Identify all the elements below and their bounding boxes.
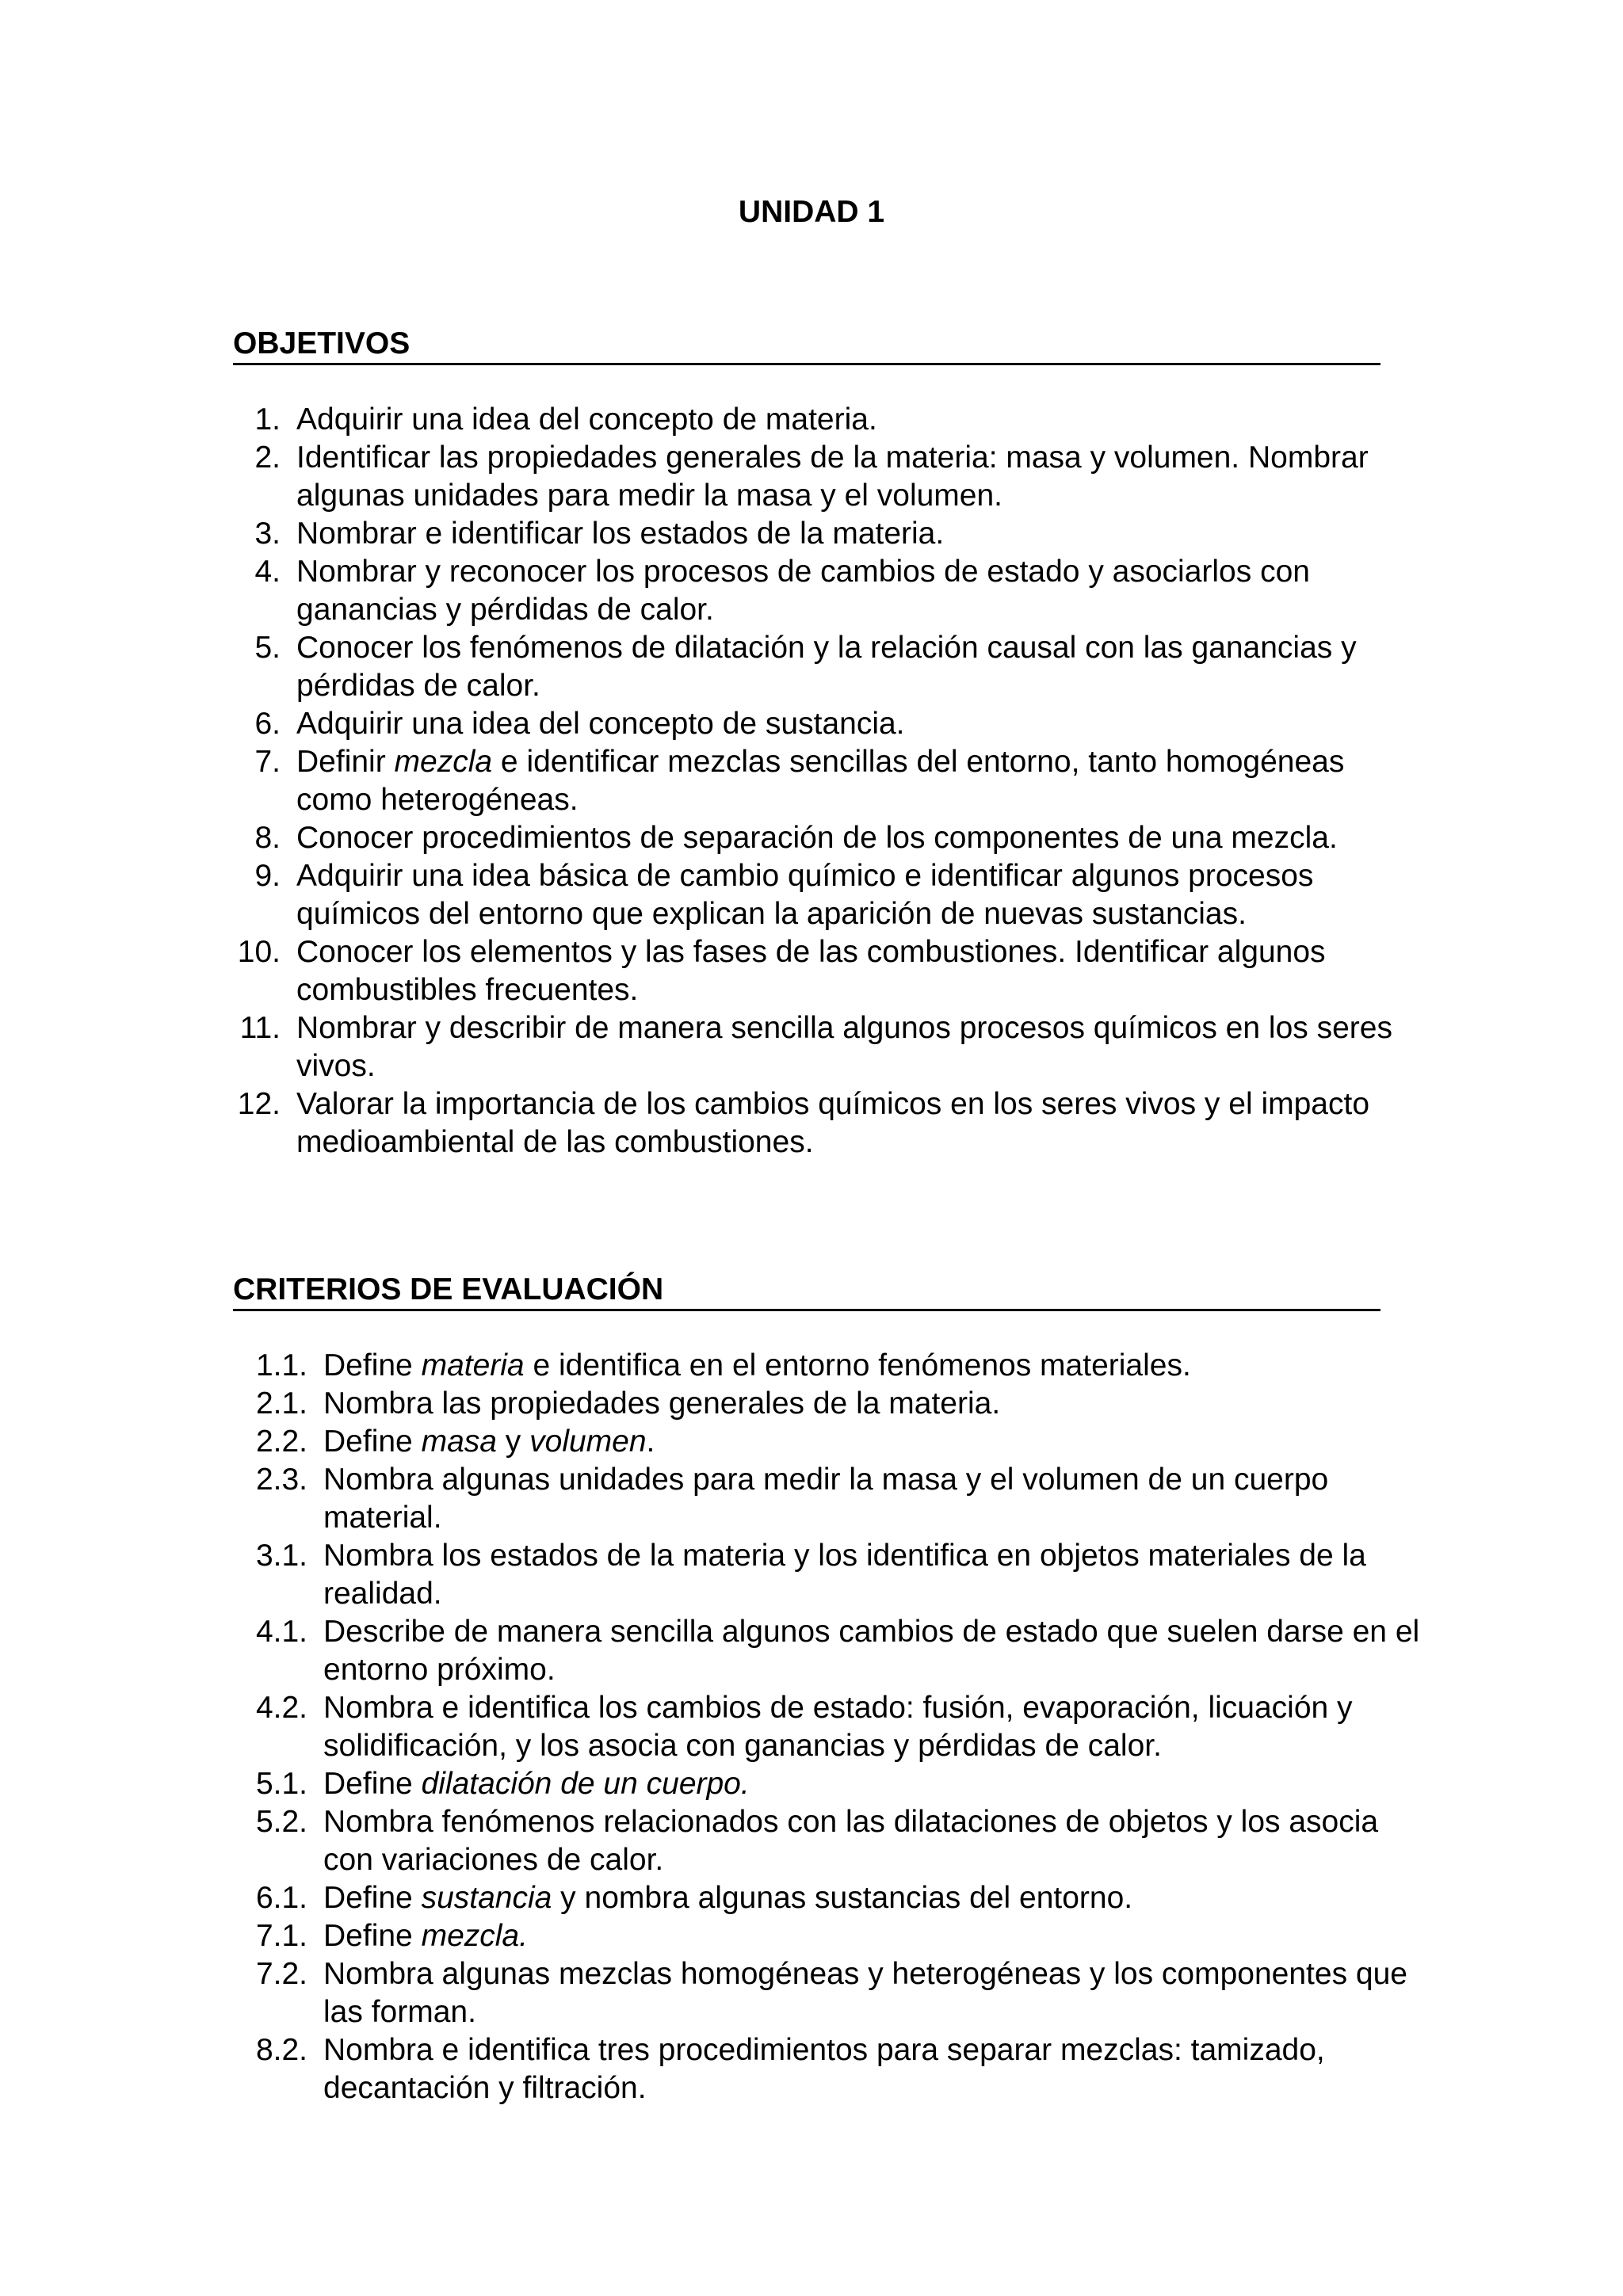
- objectives-heading: [233, 325, 1381, 365]
- item-text-segment: Nombrar e identificar los estados de la materia.: [296, 517, 945, 551]
- item-text: [323, 1463, 1328, 1535]
- item-text-segment: Adquirir una idea del concepto de sustancia.: [296, 707, 905, 741]
- item-text-segment: Conocer los elementos y las fases de las combustiones. Identificar algunos combustibles frecuentes.: [296, 935, 1326, 1007]
- item-text-italic: materia: [421, 1348, 525, 1383]
- item-text: [296, 1011, 1392, 1083]
- criterion-item: [0, 1917, 1433, 1955]
- item-text-segment: Nombra e identifica tres procedimientos para separar mezclas: tamizado, decantación y filtración.: [323, 2033, 1325, 2105]
- item-text: [323, 1767, 750, 1801]
- item-text-segment: Define: [323, 1919, 422, 1953]
- item-text: [296, 517, 944, 551]
- item-number: 5.: [254, 631, 281, 665]
- criterion-item: [0, 1955, 1433, 2031]
- item-number: 3.: [254, 517, 281, 551]
- item-text: [296, 745, 1344, 817]
- objective-item: [0, 933, 1422, 1009]
- item-text-italic: mezcla.: [421, 1919, 528, 1953]
- item-text-segment: y nombra algunas sustancias del entorno.: [552, 1881, 1133, 1915]
- item-number: 8.: [254, 821, 281, 855]
- objective-item: [0, 401, 1422, 439]
- criterion-item: [0, 2031, 1433, 2107]
- item-number: 5.2.: [255, 1805, 307, 1839]
- item-number: 2.3.: [255, 1463, 307, 1497]
- objectives-heading-text: OBJETIVOS: [233, 326, 411, 360]
- item-text-italic: mezcla: [394, 745, 493, 779]
- item-text-segment: Define: [323, 1767, 422, 1801]
- objective-item: [0, 515, 1422, 553]
- item-text-segment: Nombra las propiedades generales de la materia.: [323, 1386, 1001, 1421]
- item-text-segment: Nombrar y describir de manera sencilla algunos procesos químicos en los seres vivos.: [296, 1011, 1392, 1083]
- item-text: [323, 1539, 1366, 1611]
- item-number: 3.1.: [255, 1539, 307, 1573]
- item-number: 6.: [254, 707, 281, 741]
- criterion-item: [0, 1613, 1433, 1689]
- item-number: 8.2.: [255, 2033, 307, 2067]
- item-number: 12.: [237, 1087, 281, 1121]
- objective-item: [0, 857, 1422, 933]
- objectives-list: [0, 401, 1623, 1161]
- item-text-segment: Adquirir una idea del concepto de materia.: [296, 402, 877, 437]
- criterion-item: [0, 1347, 1433, 1385]
- item-text-segment: Nombra los estados de la materia y los identifica en objetos materiales de la realidad.: [323, 1539, 1366, 1611]
- criterion-item: [0, 1537, 1433, 1613]
- criterion-item: [0, 1385, 1433, 1423]
- item-text-segment: e identifica en el entorno fenómenos materiales.: [524, 1348, 1191, 1383]
- objective-item: [0, 743, 1422, 819]
- objective-item: [0, 705, 1422, 743]
- item-text: [296, 821, 1338, 855]
- item-text-segment: Nombra algunas unidades para medir la masa y el volumen de un cuerpo material.: [323, 1463, 1329, 1535]
- item-text-segment: Nombra algunas mezclas homogéneas y heterogéneas y los componentes que las forman.: [323, 1957, 1407, 2029]
- criteria-list: [0, 1347, 1623, 2107]
- item-number: 5.1.: [255, 1767, 307, 1801]
- item-text-segment: Define: [323, 1881, 422, 1915]
- item-number: 7.2.: [255, 1957, 307, 1991]
- item-text: [296, 555, 1310, 627]
- item-text: [323, 1386, 1000, 1421]
- item-number: 10.: [237, 935, 281, 969]
- criteria-heading: [233, 1271, 1381, 1311]
- item-number: 1.: [254, 402, 281, 437]
- item-text-segment: y: [496, 1425, 530, 1459]
- item-text: [323, 1425, 655, 1459]
- item-text-italic: dilatación de un cuerpo.: [421, 1767, 750, 1801]
- item-text: [323, 1348, 1191, 1383]
- item-text-segment: Identificar las propiedades generales de la materia: masa y volumen. Nombrar algunas unidades para medir la masa y el volumen.: [296, 441, 1369, 513]
- objective-item: [0, 819, 1422, 857]
- criterion-item: [0, 1803, 1433, 1879]
- item-text: [323, 1691, 1353, 1763]
- item-text: [323, 1805, 1378, 1877]
- unit-title: UNIDAD 1: [738, 195, 885, 229]
- item-text-segment: Nombra fenómenos relacionados con las dilataciones de objetos y los asocia con variaciones de calor.: [323, 1805, 1379, 1877]
- item-text-italic: volumen: [529, 1425, 647, 1459]
- objective-item: [0, 553, 1422, 629]
- item-text-segment: Definir: [296, 745, 395, 779]
- item-text-segment: Nombrar y reconocer los procesos de cambios de estado y asociarlos con ganancias y pérdidas de calor.: [296, 555, 1310, 627]
- item-number: 2.2.: [255, 1425, 307, 1459]
- item-number: 4.2.: [255, 1691, 307, 1725]
- item-text-segment: Conocer procedimientos de separación de los componentes de una mezcla.: [296, 821, 1338, 855]
- item-text-segment: Describe de manera sencilla algunos cambios de estado que suelen darse en el entorno próximo.: [323, 1615, 1420, 1687]
- item-text: [323, 2033, 1325, 2105]
- item-number: 2.1.: [255, 1386, 307, 1421]
- item-text-segment: e identificar mezclas sencillas del entorno, tanto homogéneas como heterogéneas.: [296, 745, 1345, 817]
- item-number: 1.1.: [255, 1348, 307, 1383]
- item-text: [296, 707, 905, 741]
- item-text: [296, 1087, 1369, 1159]
- item-text: [323, 1615, 1419, 1687]
- item-number: 9.: [254, 859, 281, 893]
- item-number: 11.: [239, 1011, 281, 1045]
- criterion-item: [0, 1879, 1433, 1917]
- criteria-heading-text: CRITERIOS DE EVALUACIÓN: [233, 1272, 664, 1306]
- item-number: 7.: [254, 745, 281, 779]
- item-text-italic: masa: [421, 1425, 497, 1459]
- objective-item: [0, 439, 1422, 515]
- item-number: 4.1.: [255, 1615, 307, 1649]
- item-text-segment: Conocer los fenómenos de dilatación y la relación causal con las ganancias y pérdidas de calor.: [296, 631, 1357, 703]
- objective-item: [0, 1085, 1422, 1161]
- item-number: 7.1.: [255, 1919, 307, 1953]
- objective-item: [0, 629, 1422, 705]
- item-text: [296, 402, 877, 437]
- item-text: [296, 441, 1369, 513]
- criterion-item: [0, 1461, 1433, 1537]
- item-text-segment: Valorar la importancia de los cambios químicos en los seres vivos y el impacto medioambiental de las combustiones.: [296, 1087, 1370, 1159]
- item-text-segment: .: [646, 1425, 655, 1459]
- item-text-italic: sustancia: [421, 1881, 552, 1915]
- item-text: [323, 1881, 1132, 1915]
- criterion-item: [0, 1689, 1433, 1765]
- item-text-segment: Adquirir una idea básica de cambio químico e identificar algunos procesos químicos del entorno que explican la aparición de nuevas sustancias.: [296, 859, 1314, 931]
- item-text: [296, 859, 1313, 931]
- item-text: [296, 935, 1326, 1007]
- item-number: 4.: [254, 555, 281, 589]
- item-number: 6.1.: [255, 1881, 307, 1915]
- item-text-segment: Define: [323, 1425, 422, 1459]
- item-text: [323, 1919, 528, 1953]
- item-text: [296, 631, 1357, 703]
- item-text: [323, 1957, 1407, 2029]
- criterion-item: [0, 1765, 1433, 1803]
- criterion-item: [0, 1423, 1433, 1461]
- item-text-segment: Define: [323, 1348, 422, 1383]
- item-text-segment: Nombra e identifica los cambios de estado: fusión, evaporación, licuación y solidificación, y los asocia con ganancias y pérdidas de calor.: [323, 1691, 1353, 1763]
- item-number: 2.: [254, 441, 281, 475]
- objective-item: [0, 1009, 1422, 1085]
